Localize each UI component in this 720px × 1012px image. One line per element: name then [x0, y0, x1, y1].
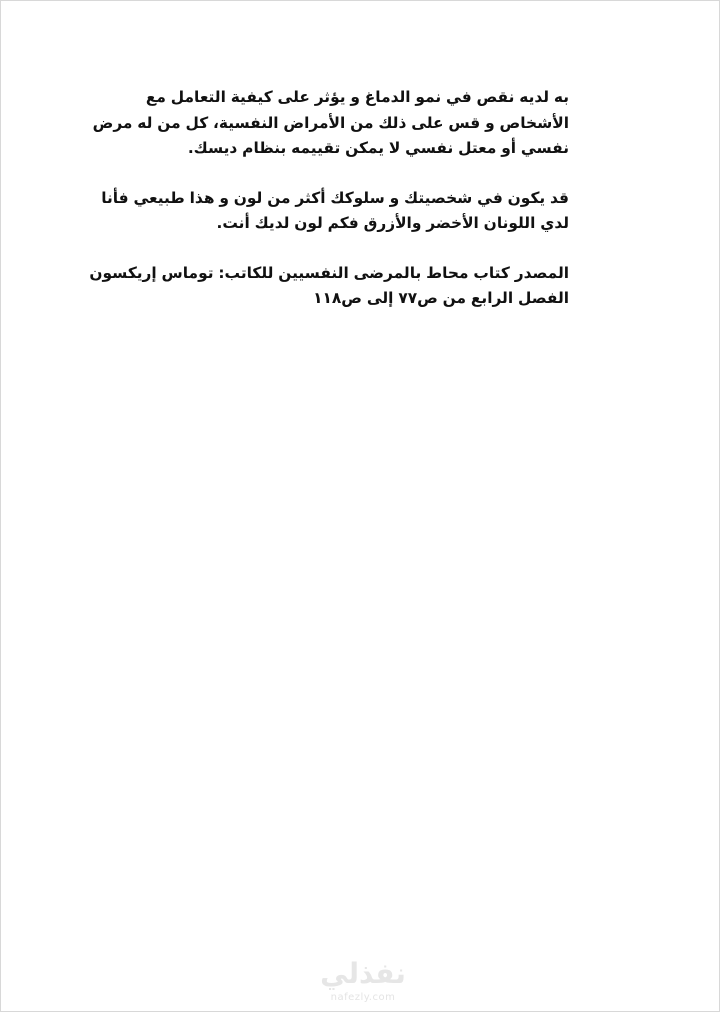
text-line: نفسي أو معتل نفسي لا يمكن تقييمه بنظام ديسك. — [187, 139, 569, 157]
text-line: لدي اللونان الأخضر والأزرق فكم لون لديك أنت. — [216, 214, 569, 232]
text-line: قد يكون في شخصيتك و سلوكك أكثر من لون و هذا طبيعي فأنا — [101, 188, 569, 207]
text-line: المصدر كتاب محاط بالمرضى النفسيين للكاتب: توماس إريكسون — [89, 263, 569, 282]
text-line: به لديه نقص في نمو الدماغ و يؤثر على كيفية التعامل مع — [145, 88, 569, 106]
text-line: الأشخاص و قس على ذلك من الأمراض النفسية، كل من له مرض — [92, 113, 569, 132]
paragraph-personality-colors — [101, 186, 569, 237]
document-body — [89, 85, 569, 312]
nafezly-watermark — [313, 956, 413, 1008]
watermark-logo-text: نفذلي — [320, 957, 406, 990]
paragraph-source-citation — [89, 261, 569, 312]
text-line: الفصل الرابع من ص٧٧ إلى ص١١٨ — [313, 289, 569, 307]
paragraph-disc-limitations — [92, 85, 569, 162]
watermark-url: nafezly.com — [330, 992, 396, 1003]
